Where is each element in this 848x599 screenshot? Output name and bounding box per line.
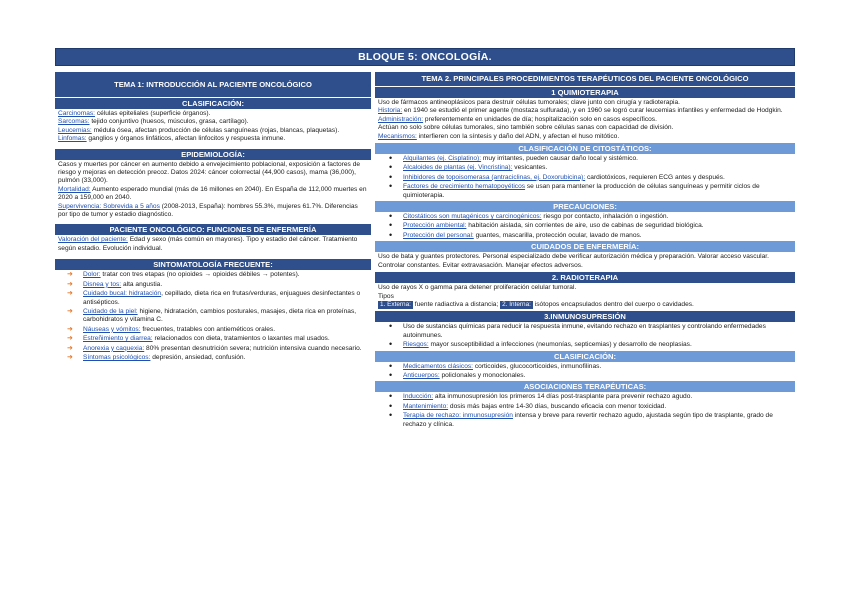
list-item: • Terapia de rechazo: inmunosupresión intensa y breve para revertir rechazo agudo, ajustada según tipo de trasplante, grado de rechazo y clínica. xyxy=(403,412,795,429)
precauciones-list xyxy=(375,213,795,240)
list-item: ➜ Cuidado de la piel: higiene, hidratación, cambios posturales, masajes, dieta rica en proteínas, carbohidratos y vitamina C. xyxy=(83,308,371,325)
clasificacion-heading: CLASIFICACIÓN: xyxy=(55,98,371,109)
asociaciones-heading: ASOCIACIONES TERAPÉUTICAS: xyxy=(375,381,795,392)
list-item: • Inducción: alta inmunosupresión los primeros 14 días post-trasplante para prevenir rechazo agudo. xyxy=(403,393,795,401)
funciones-text: Valoración del paciente: Edad y sexo (más común en mayores). Tipo y estadio del cáncer. Tratamiento según estadio. Evolución individual. xyxy=(58,236,358,252)
clasificacion-inmuno-list xyxy=(375,363,795,381)
citostaticos-list xyxy=(375,155,795,200)
list-item: ➜ Dolor: tratar con tres etapas (no opioides → opioides débiles → potentes). xyxy=(83,271,371,279)
clasificacion-item: Sarcomas: tejido conjuntivo (huesos, músculos, grasa, cartílago). xyxy=(58,118,249,126)
funciones-heading: PACIENTE ONCOLÓGICO: FUNCIONES DE ENFERMERÍA xyxy=(55,224,371,235)
epidemiologia-heading: EPIDEMIOLOGÍA: xyxy=(55,149,371,160)
inmunosupresion-list xyxy=(375,323,795,349)
two-column-layout xyxy=(55,72,795,430)
list-item: • Protección ambiental: habitación aislada, sin corrientes de aire, uso de cabinas de seguridad biológica. xyxy=(403,222,795,230)
radioterapia-heading: 2. RADIOTERAPIA xyxy=(375,272,795,283)
topic-2-heading: TEMA 2. PRINCIPALES PROCEDIMIENTOS TERAPÉUTICOS DEL PACIENTE ONCOLÓGICO xyxy=(375,72,795,86)
list-item: ➜ Náuseas y vómitos: frecuentes, tratables con antieméticos orales. xyxy=(83,326,371,334)
clasificacion-item: Carcinomas: células epiteliales (superficie órganos). xyxy=(58,110,211,117)
clasificacion-list xyxy=(55,109,371,145)
list-item: • Alcaloides de plantas (ej. Vincristina): vesicantes. xyxy=(403,164,795,172)
block-title: BLOQUE 5: ONCOLOGÍA. xyxy=(55,48,795,66)
clasificacion-item: Linfomas: ganglios y órganos linfáticos, afectan linfocitos y respuesta inmune. xyxy=(58,135,286,143)
list-item: • Inhibidores de topoisomerasa (antraciclinas, ej. Doxorubicina): cardiotóxicos, requieren ECG antes y después. xyxy=(403,174,795,182)
list-item: ➜ Síntomas psicológicos: depresión, ansiedad, confusión. xyxy=(83,354,371,362)
right-column xyxy=(373,72,795,430)
list-item: • Medicamentos clásicos: corticoides, glucocorticoides, inmunofilinas. xyxy=(403,363,795,371)
clasificacion-inmuno-heading: CLASIFICACIÓN: xyxy=(375,351,795,362)
list-item: • Citostáticos son mutagénicos y carcinogénicos: riesgo por contacto, inhalación o ingestión. xyxy=(403,213,795,221)
list-item: ➜ Disnea y tos: alta angustia. xyxy=(83,281,371,289)
sintomatologia-list xyxy=(55,271,371,362)
precauciones-heading: PRECAUCIONES: xyxy=(375,201,795,212)
clasificacion-item: Leucemias: médula ósea, afectan producción de células sanguíneas (rojas, blancas, plaquetas). xyxy=(58,126,340,134)
topic-1-heading: TEMA 1: INTRODUCCIÓN AL PACIENTE ONCOLÓGICO xyxy=(55,72,371,97)
asociaciones-list xyxy=(375,393,795,429)
epidemiologia-text: Casos y muertes por cáncer en aumento debido a envejecimiento poblacional, exposición a factores de riesgo y mejoras en detección precoz. Datos 2024: cáncer colorrectal (44,900 casos), mama (36,000), pulmón (33,000). Mortalidad: Aumento esperado mundial (más de 16 millones en 2040). En España de 112,000 muertes en 2020 a 159,000 en 2040. Supervivencia: Sobrevida a 5 años (2008-2013, España): hombres 55.3%, mujeres 61.7%. Diferencias por tipo de tumor y estadio diagnóstico. xyxy=(58,160,367,219)
inmunosupresion-heading: 3.INMUNOSUPRESIÓN xyxy=(375,311,795,322)
list-item: ➜ Cuidado bucal: hidratación, cepillado, dieta rica en frutas/verduras, enjuagues desinfectantes o antisépticos. xyxy=(83,290,371,307)
left-column xyxy=(55,72,373,430)
list-item: • Alquilantes (ej. Cisplatino): muy irritantes, pueden causar daño local y sistémico. xyxy=(403,155,795,163)
list-item: • Factores de crecimiento hematopoyéticos se usan para mantener la producción de células sanguíneas y permitir ciclos de quimioterapia. xyxy=(403,183,795,200)
list-item: • Protección del personal: guantes, mascarilla, protección ocular, lavado de manos. xyxy=(403,232,795,240)
document-page xyxy=(55,48,795,430)
cuidados-heading: CUIDADOS DE ENFERMERÍA: xyxy=(375,241,795,252)
list-item: ➜ Estreñimiento y diarrea: relacionados con dieta, tratamientos o laxantes mal usados. xyxy=(83,335,371,343)
cuidados-text: Uso de bata y guantes protectores. Personal especializado debe verificar autorización médica y preparación. Valorar acceso vascular. Controlar constantes. Evitar extravasación. Manejar efectos adversos. xyxy=(378,253,769,269)
sintomatologia-heading: SINTOMATOLOGÍA FRECUENTE: xyxy=(55,259,371,270)
clasif-citostaticos-heading: CLASIFICACIÓN DE CITOSTÁTICOS: xyxy=(375,143,795,154)
list-item: • Anticuerpos: policlonales y monoclonales. xyxy=(403,372,795,380)
list-item: • Mantenimiento: dosis más bajas entre 14-30 días, buscando eficacia con menor toxicidad. xyxy=(403,403,795,411)
list-item: ➜ Anorexia y caquexia: 80% presentan desnutrición severa; nutrición intensiva cuando necesario. xyxy=(83,345,371,353)
list-item: • Uso de sustancias químicas para reducir la respuesta inmune, evitando rechazo en trasplantes y controlando enfermedades autoinmunes. xyxy=(403,323,795,340)
radioterapia-text: Uso de rayos X o gamma para detener proliferación celular tumoral. Tipos 1. Externa: fuente radiactiva a distancia; 2. Interna: isótopos encapsulados dentro del cuerpo o cavidades. xyxy=(378,284,694,308)
quimioterapia-heading: 1 QUIMIOTERAPIA xyxy=(375,87,795,98)
quimioterapia-text: Uso de fármacos antineoplásicos para destruir células tumorales; clave junto con cirugía y radioterapia. Historia: en 1940 se estudió el primer agente (mostaza sulfurada), y en 1960 se logró curar leucemias infantiles y enfermedad de Hodgkin. Administración: preferentemente en unidades de día; hospitalización solo en casos específicos. Actúan no solo sobre células tumorales, sino también sobre células sanas con capacidad de división. Mecanismos: interfieren con la síntesis y daño del ADN, y afectan el huso mitótico. xyxy=(378,99,783,140)
list-item: • Riesgos: mayor susceptibilidad a infecciones (neumonías, septicemias) y desarrollo de neoplasias. xyxy=(403,341,795,349)
